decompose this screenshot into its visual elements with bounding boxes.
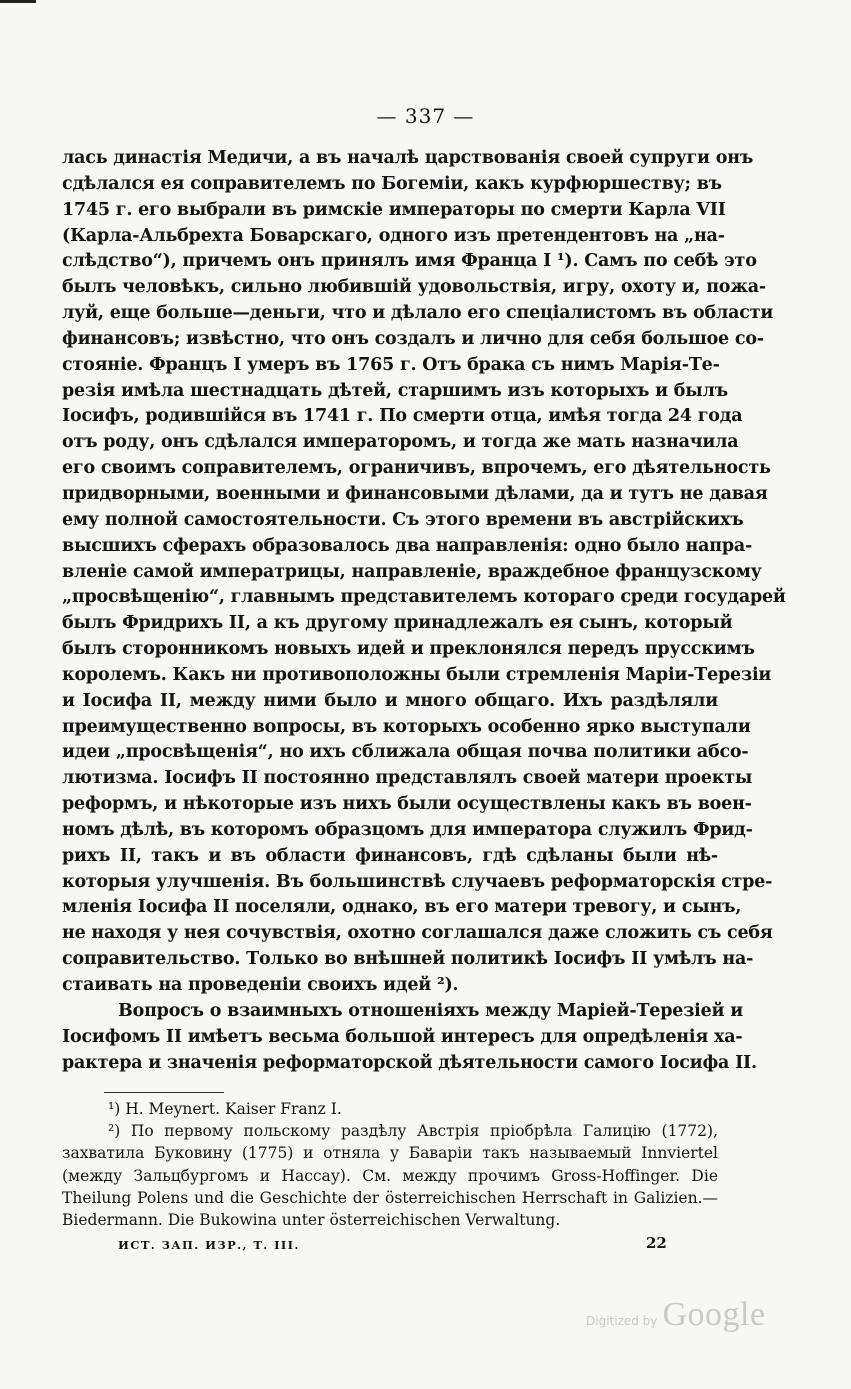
text-line: (Карла-Альбрехта Боварскаго, одного изъ претендентовъ на „на- — [62, 225, 725, 246]
text-line: финансовъ; извѣстно, что онъ создалъ и лично для себя большое со- — [62, 328, 764, 349]
text-line: Іосифомъ II имѣетъ весьма большой интересъ для опредѣленія ха- — [62, 1026, 743, 1047]
top-edge-rule — [0, 0, 36, 3]
text-line: и Іосифа II, между ними было и много общаго. Ихъ раздѣляли — [62, 690, 718, 711]
paragraph-end-line: стаивать на проведеніи своихъ идей ²). — [62, 975, 459, 995]
text-line: лась династія Медичи, а въ началѣ царствованія своей супруги онъ — [62, 148, 754, 168]
text-line: былъ человѣкъ, сильно любившій удовольствія, игру, охоту и, пожа- — [62, 277, 766, 298]
body-text — [62, 146, 786, 1076]
text-line: Іосифъ, родившійся въ 1741 г. По смерти отца, имѣя тогда 24 года — [62, 406, 743, 427]
text-line: 1745 г. его выбрали въ римскіе императоры по смерти Карла VII — [62, 199, 726, 220]
text-line: номъ дѣлѣ, въ которомъ образцомъ для императора служилъ Фрид- — [62, 819, 753, 840]
footnote-separator — [104, 1092, 224, 1093]
text-line: рактера и значенія реформаторской дѣятельности самого Іосифа II. — [62, 1052, 757, 1073]
text-line: сдѣлался ея соправителемъ по Богеміи, какъ курфюршеству; въ — [62, 173, 722, 194]
text-line: резія имѣла шестнадцать дѣтей, старшимъ изъ которыхъ и былъ — [62, 380, 728, 401]
text-line: соправительство. Только во внѣшней политикѣ Іосифъ II умѣлъ на- — [62, 949, 754, 970]
text-line: былъ Фридрихъ II, а къ другому принадлежалъ ея сынъ, который — [62, 613, 733, 634]
footnote-line: (между Зальцбургомъ и Нассау). См. между прочимъ Gross-Hoffinger. Die — [62, 1166, 718, 1185]
text-line: реформъ, и нѣкоторые изъ нихъ были осуществлены какъ въ воен- — [62, 794, 752, 815]
text-line: „просвѣщенію“, главнымъ представителемъ котораго среди государей — [62, 587, 786, 608]
text-line: луй, еще больше—деньги, что и дѣлало его спеціалистомъ въ области — [62, 303, 774, 324]
text-line: слѣдство“), причемъ онъ принялъ имя Франца I ¹). Самъ по себѣ это — [62, 251, 757, 272]
text-line: ему полной самостоятельности. Съ этого времени въ австрійскихъ — [62, 509, 744, 530]
footnote-line: Biedermann. Die Bukowina unter österreichischen Verwaltung. — [62, 1210, 561, 1229]
text-line: его своимъ соправителемъ, ограничивъ, впрочемъ, его дѣятельность — [62, 458, 771, 479]
sheet-number: 22 — [646, 1234, 667, 1252]
digitized-watermark — [586, 1296, 766, 1334]
text-line: которыя улучшенія. Въ большинствѣ случаевъ реформаторскія стре- — [62, 871, 773, 892]
page-number: — 337 — — [376, 104, 475, 128]
text-line: отъ роду, онъ сдѣлался императоромъ, и тогда же мать назначила — [62, 432, 739, 453]
text-line: королемъ. Какъ ни противоположны были стремленія Маріи-Терезіи — [62, 664, 772, 685]
text-line: лютизма. Іосифъ II постоянно представлялъ своей матери проекты — [62, 768, 753, 789]
footnote-line: Theilung Polens und die Geschichte der österreichischen Herrschaft in Galizien.— — [62, 1188, 718, 1207]
text-line: придворными, военными и финансовыми дѣлами, да и тутъ не давая — [62, 483, 768, 504]
text-line: высшихъ сферахъ образовалось два направленія: одно было напра- — [62, 535, 753, 556]
text-line: вленіе самой императрицы, направленіе, враждебное французскому — [62, 561, 762, 582]
text-line: стояніе. Францъ I умеръ въ 1765 г. Отъ брака съ нимъ Марія-Те- — [62, 354, 720, 375]
printer-signature: ИСТ. ЗАП. ИЗР., Т. III. — [118, 1238, 300, 1252]
footnote-1: ¹) H. Meynert. Kaiser Franz I. — [108, 1100, 342, 1118]
text-line: мленія Іосифа II поселяли, однако, въ его матери тревогу, и сынъ, — [62, 897, 742, 918]
text-line: идеи „просвѣщенія“, но ихъ сближала общая почва политики абсо- — [62, 742, 749, 763]
paragraph-start-line: Вопросъ о взаимныхъ отношеніяхъ между Маріей-Терезіей и — [118, 1000, 744, 1021]
text-line: рихъ II, такъ и въ области финансовъ, гдѣ сдѣланы были нѣ- — [62, 845, 718, 866]
text-line: былъ сторонникомъ новыхъ идей и преклонялся передъ прусскимъ — [62, 639, 755, 660]
text-line: преимущественно вопросы, въ которыхъ особенно ярко выступали — [62, 716, 751, 737]
footnote-2: ²) По первому польскому раздѣлу Австрія пріобрѣла Галицію (1772), — [108, 1122, 718, 1141]
watermark-logo-text: Google — [662, 1296, 766, 1333]
footnotes — [62, 1098, 718, 1231]
footnote-line: захватила Буковину (1775) и отняла у Баваріи такъ называемый Innviertel — [62, 1144, 718, 1163]
watermark-small-text: Digitized by — [586, 1314, 658, 1328]
text-line: не находя у нея сочувствія, охотно соглашался даже сложить съ себя — [62, 923, 773, 944]
